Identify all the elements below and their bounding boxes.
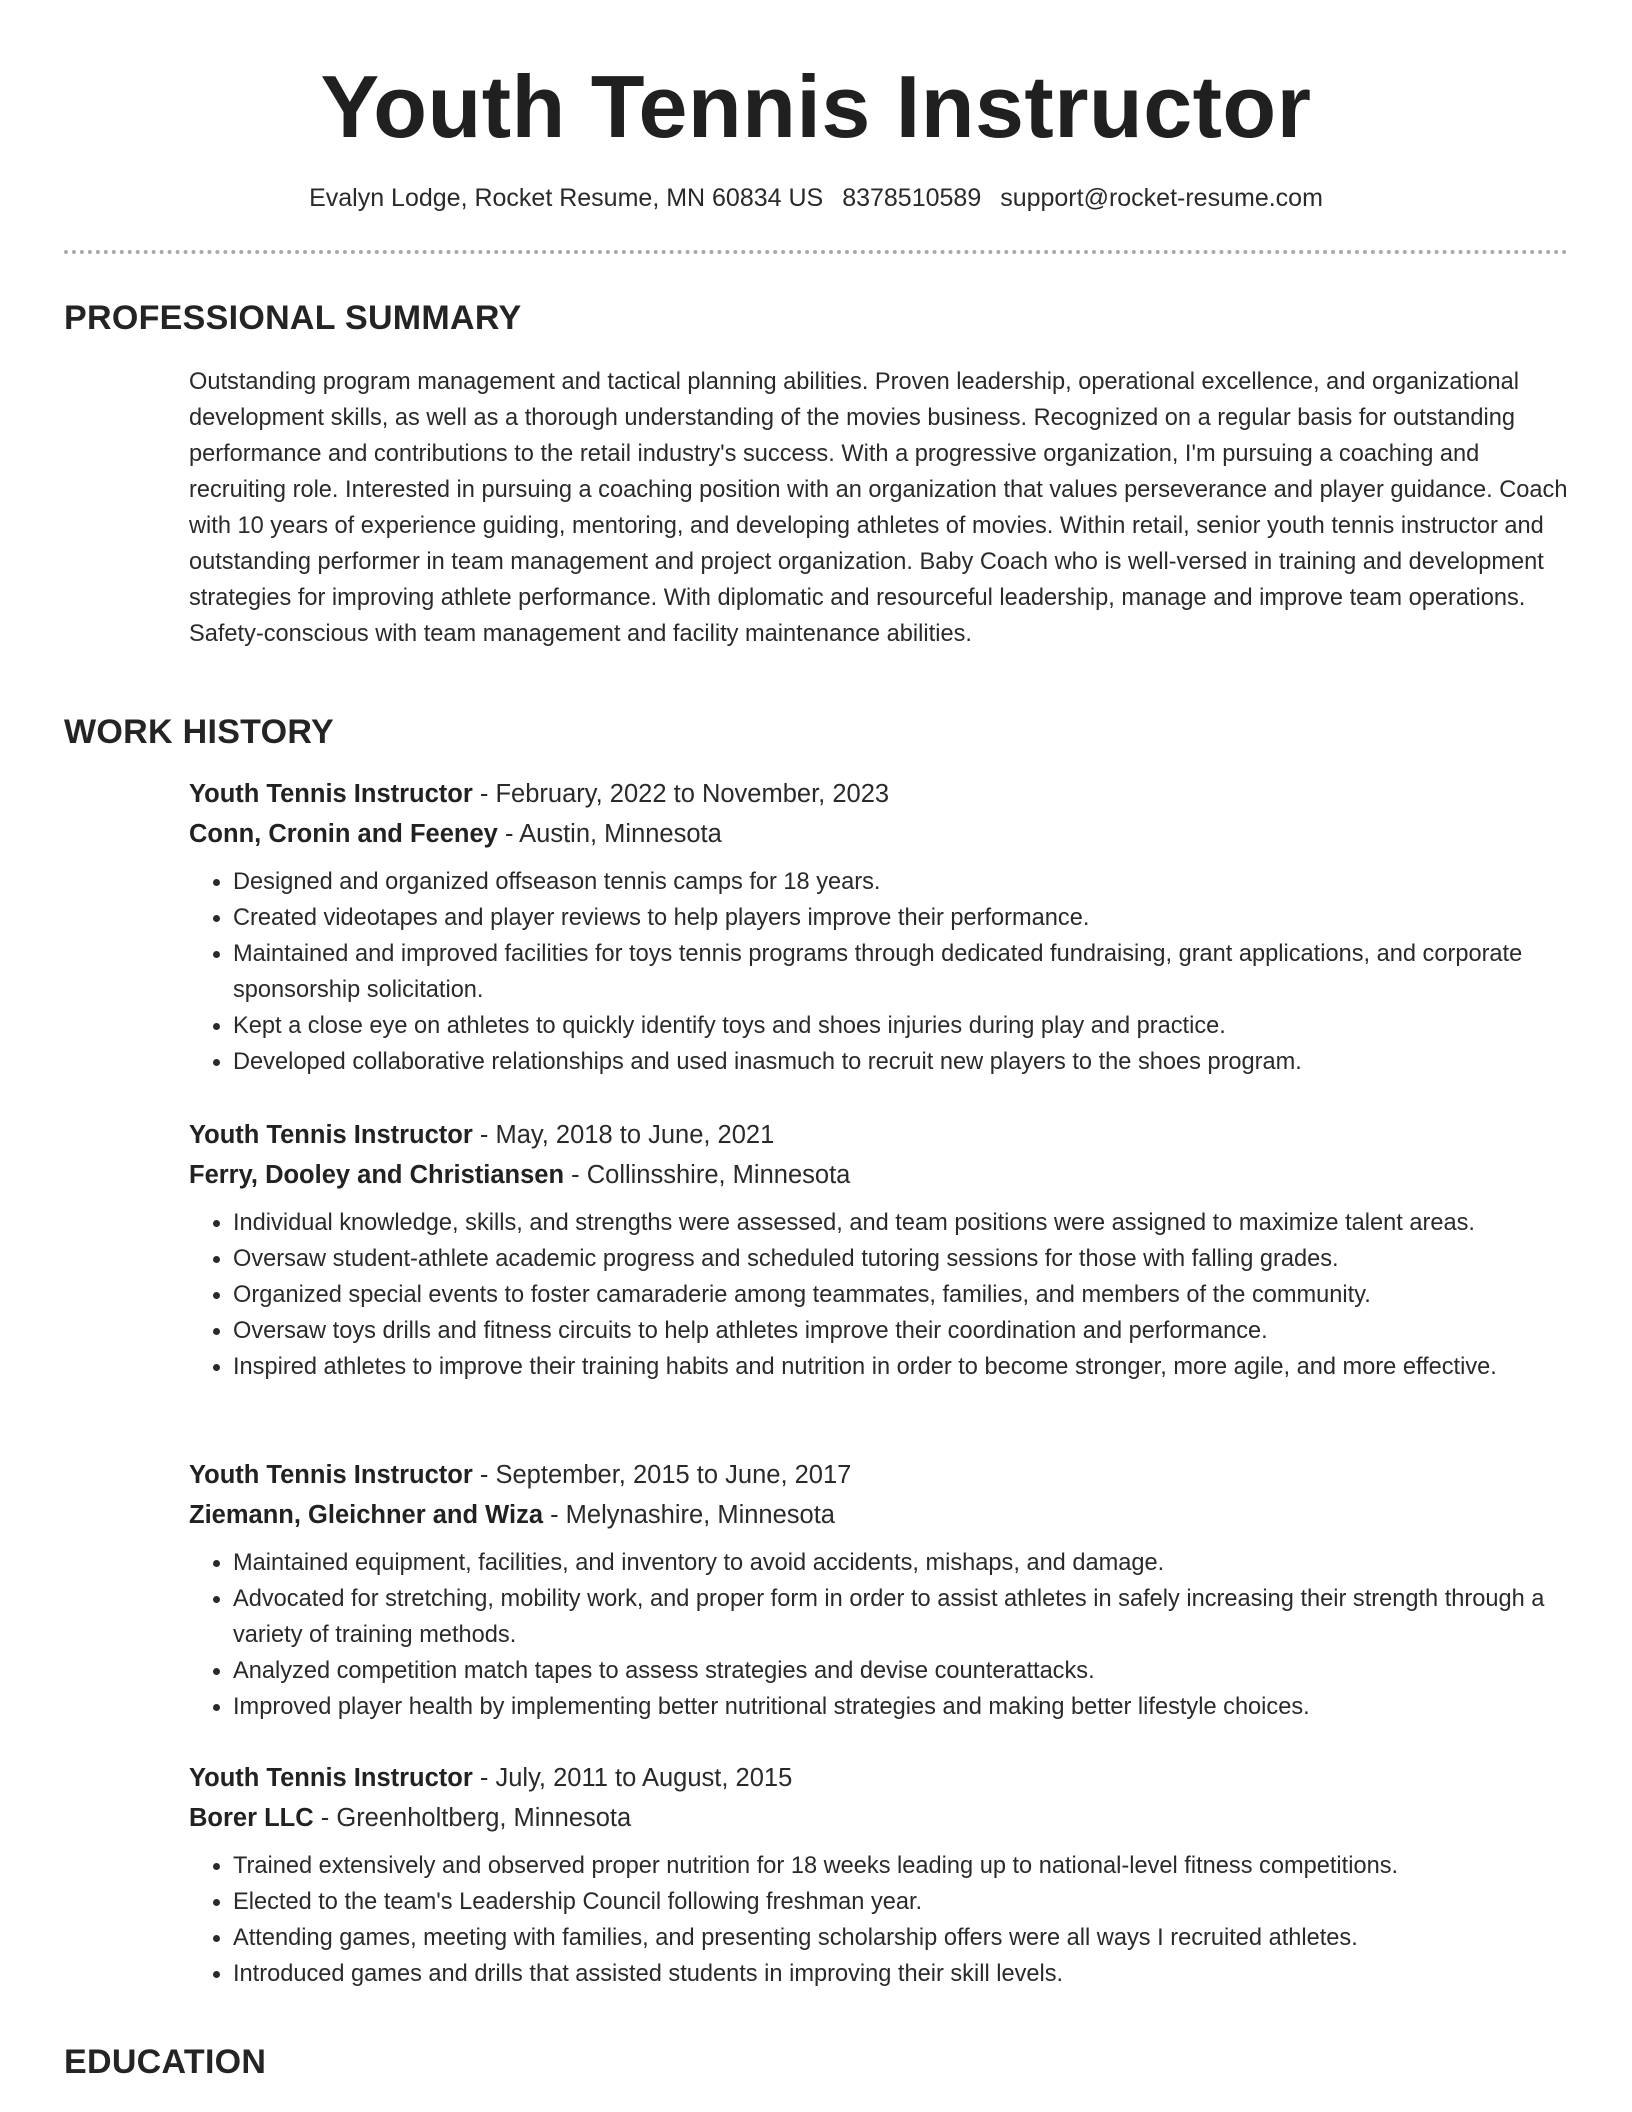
job-company-line — [189, 814, 1575, 854]
job-bullet: • Designed and organized offseason tennis camps for 18 years. — [233, 864, 1575, 900]
job-title: Youth Tennis Instructor — [189, 1764, 473, 1792]
job-dates: - May, 2018 to June, 2021 — [479, 1121, 775, 1149]
job-company-line — [189, 1155, 1575, 1195]
job-title-line — [189, 1115, 1575, 1155]
job-title-line — [189, 1758, 1575, 1798]
job-bullet: • Developed collaborative relationships and used inasmuch to recruit new players to the shoes program. — [233, 1044, 1575, 1080]
job-entry — [189, 1115, 1575, 1385]
contact-email[interactable]: support@rocket-resume.com — [1000, 184, 1323, 212]
job-company: Conn, Cronin and Feeney — [189, 820, 498, 848]
job-title: Youth Tennis Instructor — [189, 780, 473, 808]
job-bullet: • Organized special events to foster camaraderie among teammates, families, and members of the community. — [233, 1277, 1575, 1313]
section-heading-education: EDUCATION — [64, 2043, 267, 2081]
job-dates: - September, 2015 to June, 2017 — [479, 1461, 852, 1489]
job-bullet: • Trained extensively and observed proper nutrition for 18 weeks leading up to national-level fitness competitions. — [233, 1848, 1575, 1884]
contact-address: Evalyn Lodge, Rocket Resume, MN 60834 US — [309, 184, 824, 212]
job-bullet: • Created videotapes and player reviews to help players improve their performance. — [233, 900, 1575, 936]
job-bullet: • Improved player health by implementing better nutritional strategies and making better lifestyle choices. — [233, 1689, 1575, 1725]
job-bullets — [189, 864, 1575, 1080]
job-bullet: • Oversaw toys drills and fitness circuits to help athletes improve their coordination and performance. — [233, 1313, 1575, 1349]
job-location: - Collinsshire, Minnesota — [571, 1161, 851, 1189]
job-company-line — [189, 1798, 1575, 1838]
job-bullet: • Kept a close eye on athletes to quickly identify toys and shoes injuries during play and practice. — [233, 1008, 1575, 1044]
job-bullets — [189, 1545, 1575, 1725]
resume-title: Youth Tennis Instructor — [320, 57, 1312, 156]
job-bullet: • Individual knowledge, skills, and strengths were assessed, and team positions were assigned to maximize talent areas. — [233, 1205, 1575, 1241]
job-bullet: • Introduced games and drills that assisted students in improving their skill levels. — [233, 1956, 1575, 1992]
job-company: Ferry, Dooley and Christiansen — [189, 1161, 565, 1189]
job-entry — [189, 1455, 1575, 1725]
job-entry — [189, 1758, 1575, 1992]
contact-phone[interactable]: 8378510589 — [842, 184, 982, 212]
job-dates: - February, 2022 to November, 2023 — [479, 780, 890, 808]
job-company-line — [189, 1495, 1575, 1535]
job-location: - Austin, Minnesota — [504, 820, 722, 848]
job-title: Youth Tennis Instructor — [189, 1461, 473, 1489]
job-bullets — [189, 1205, 1575, 1385]
job-title-line — [189, 774, 1575, 814]
job-bullet: • Analyzed competition match tapes to assess strategies and devise counterattacks. — [233, 1653, 1575, 1689]
job-bullet: • Inspired athletes to improve their training habits and nutrition in order to become stronger, more agile, and more effective. — [233, 1349, 1575, 1385]
job-bullet: • Attending games, meeting with families, and presenting scholarship offers were all ways I recruited athletes. — [233, 1920, 1575, 1956]
job-bullet: • Maintained equipment, facilities, and inventory to avoid accidents, mishaps, and damage. — [233, 1545, 1575, 1581]
job-bullet: • Oversaw student-athlete academic progress and scheduled tutoring sessions for those with falling grades. — [233, 1241, 1575, 1277]
job-location: - Melynashire, Minnesota — [550, 1501, 835, 1529]
summary-text: Outstanding program management and tactical planning abilities. Proven leadership, operational excellence, and organizational development skills, as well as a thorough understanding of the movies business. Recognized on a regular basis for outstanding performance and contributions to the retail industry's success. With a progressive organization, I'm pursuing a coaching and recruiting role. Interested in pursuing a coaching position with an organization that values perseverance and player guidance. Coach with 10 years of experience guiding, mentoring, and developing athletes of movies. Within retail, senior youth tennis instructor and outstanding performer in team management and project organization. Baby Coach who is well-versed in training and development strategies for improving athlete performance. With diplomatic and resourceful leadership, manage and improve team operations. Safety-conscious with team management and facility maintenance abilities. — [189, 369, 1568, 647]
job-title: Youth Tennis Instructor — [189, 1121, 473, 1149]
header-divider — [64, 250, 1568, 254]
job-location: - Greenholtberg, Minnesota — [320, 1804, 632, 1832]
job-dates: - July, 2011 to August, 2015 — [479, 1764, 793, 1792]
section-heading-work-history: WORK HISTORY — [64, 713, 334, 751]
job-entry — [189, 774, 1575, 1080]
job-title-line — [189, 1455, 1575, 1495]
section-heading-summary: PROFESSIONAL SUMMARY — [64, 299, 522, 337]
job-bullet: • Elected to the team's Leadership Council following freshman year. — [233, 1884, 1575, 1920]
job-company: Ziemann, Gleichner and Wiza — [189, 1501, 544, 1529]
job-bullets — [189, 1848, 1575, 1992]
job-company: Borer LLC — [189, 1804, 314, 1832]
contact-line — [0, 180, 1632, 216]
job-bullet: • Maintained and improved facilities for toys tennis programs through dedicated fundraising, grant applications, and corporate sponsorship solicitation. — [233, 936, 1575, 1008]
job-bullet: • Advocated for stretching, mobility work, and proper form in order to assist athletes in safely increasing their strength through a variety of training methods. — [233, 1581, 1575, 1653]
